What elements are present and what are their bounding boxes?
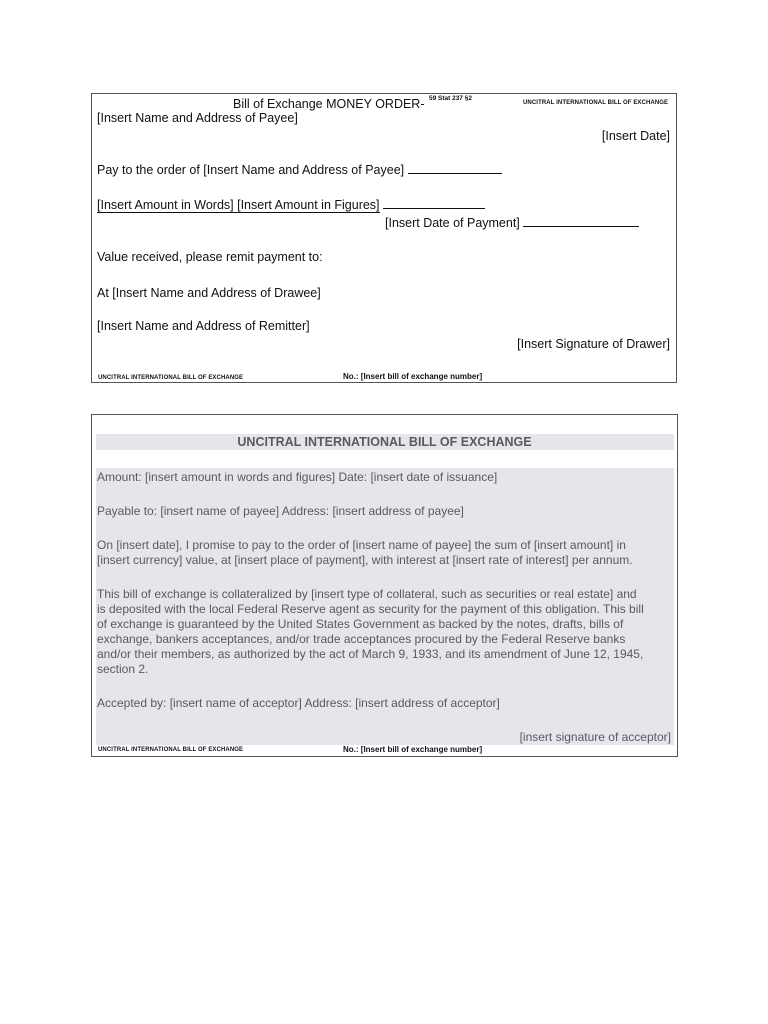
promise-line: On [insert date], I promise to pay to the order of [insert name of payee] the sum of [insert amount] in [97, 538, 626, 552]
value-received-text: Value received, please remit payment to: [97, 250, 323, 264]
header-right-label: UNCITRAL INTERNATIONAL BILL OF EXCHANGE [523, 100, 669, 106]
amount-underline [383, 208, 485, 209]
money-order-form [91, 93, 677, 383]
drawer-signature-field[interactable]: [Insert Signature of Drawer] [517, 337, 670, 351]
bill-number-field[interactable]: No.: [Insert bill of exchange number] [343, 372, 483, 381]
bill-number-field[interactable]: No.: [Insert bill of exchange number] [343, 745, 483, 754]
uncitral-heading: UNCITRAL INTERNATIONAL BILL OF EXCHANGE [237, 435, 532, 449]
collateral-paragraph [97, 587, 672, 677]
footer-left-label: UNCITRAL INTERNATIONAL BILL OF EXCHANGE [98, 375, 244, 381]
acceptor-signature-field[interactable]: [insert signature of acceptor] [519, 730, 671, 744]
amount-text: [Insert Amount in Words] [Insert Amount in Figures] [97, 198, 380, 212]
drawee-field[interactable]: At [Insert Name and Address of Drawee] [97, 286, 321, 300]
collateral-line: This bill of exchange is collateralized by [insert type of collateral, such as securities or real estate] and [97, 587, 637, 601]
amount-field[interactable] [97, 198, 485, 212]
pay-to-field[interactable] [97, 163, 502, 177]
statute-reference: 59 Stat 237 §2 [428, 94, 472, 102]
promise-line: [insert currency] value, at [insert place of payment], with interest at [insert rate of interest] per annum. [97, 553, 633, 567]
amount-date-line[interactable]: Amount: [insert amount in words and figures] Date: [insert date of issuance] [97, 470, 498, 484]
uncitral-bill-form [91, 414, 678, 757]
money-order-title: Bill of Exchange MONEY ORDER- [233, 97, 425, 111]
footer-left-label: UNCITRAL INTERNATIONAL BILL OF EXCHANGE [98, 747, 244, 753]
payee-field-top[interactable]: [Insert Name and Address of Payee] [97, 111, 298, 125]
accepted-by-line[interactable]: Accepted by: [insert name of acceptor] Address: [insert address of acceptor] [97, 696, 500, 710]
collateral-line: and/or their members, as authorized by the act of March 9, 1933, and its amendment of June 12, 1945, [97, 647, 644, 661]
date-of-payment-text: [Insert Date of Payment] [385, 216, 520, 230]
collateral-line: is deposited with the local Federal Reserve agent as security for the payment of this obligation. This bill [97, 602, 644, 616]
date-of-payment-field[interactable] [385, 216, 639, 230]
collateral-line: exchange, bankers acceptances, and/or trade acceptances procured by the Federal Reserve banks [97, 632, 626, 646]
collateral-line: section 2. [97, 662, 149, 676]
pay-to-text: Pay to the order of [Insert Name and Address of Payee] [97, 163, 405, 177]
remitter-field[interactable]: [Insert Name and Address of Remitter] [97, 319, 310, 333]
promise-paragraph [97, 538, 672, 568]
date-of-payment-underline [523, 226, 639, 227]
pay-to-underline [408, 173, 502, 174]
date-field[interactable]: [Insert Date] [601, 129, 670, 143]
collateral-line: of exchange is guaranteed by the United States Government as backed by the notes, drafts, bills of [97, 617, 624, 631]
payable-to-line[interactable]: Payable to: [insert name of payee] Address: [insert address of payee] [97, 504, 464, 518]
